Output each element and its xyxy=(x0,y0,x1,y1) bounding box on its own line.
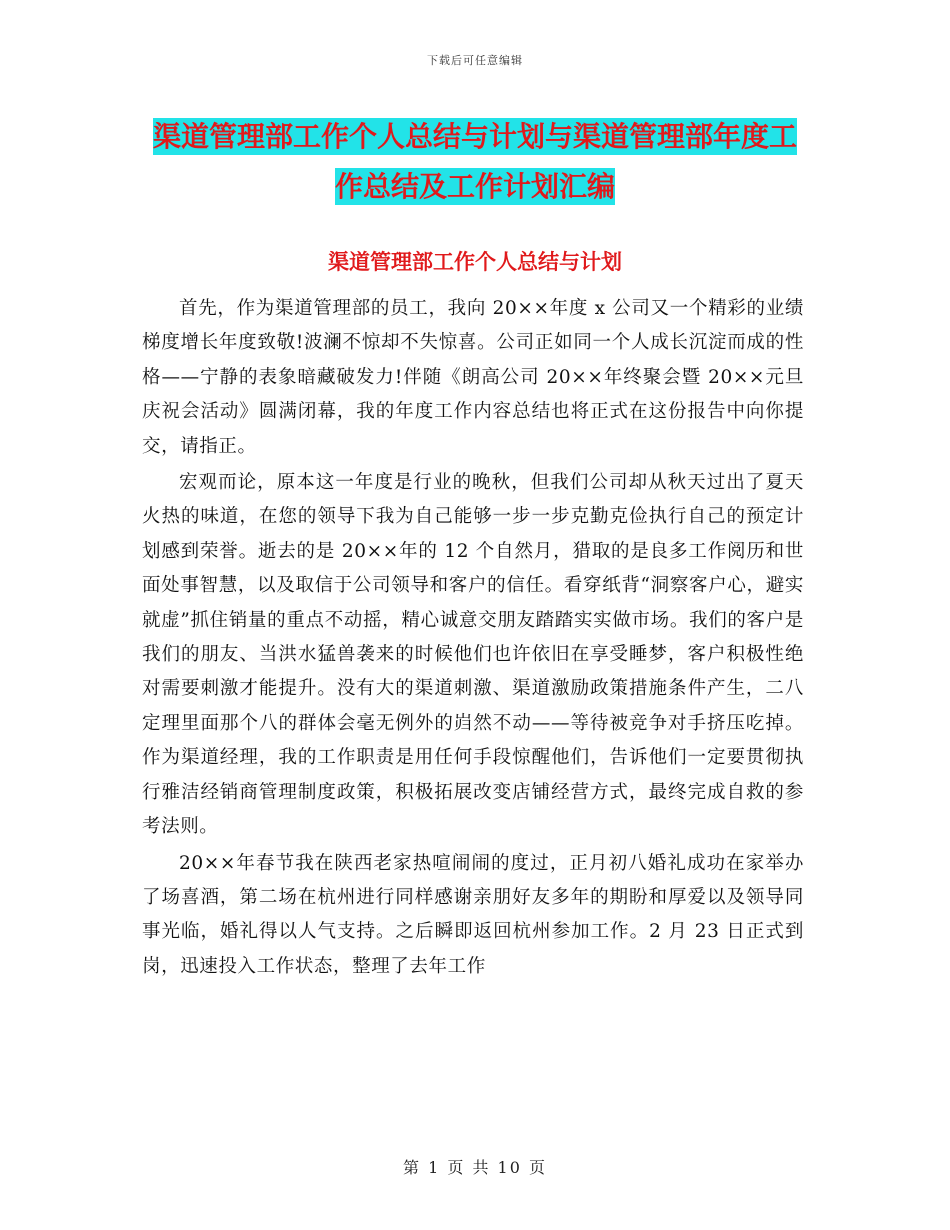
document-title xyxy=(140,112,810,212)
section-title: 渠道管理部工作个人总结与计划 xyxy=(328,250,622,274)
document-title-line-2: 作总结及工作计划汇编 xyxy=(334,170,615,203)
paragraph-3: 20××年春节我在陕西老家热喧闹闹的度过，正月初八婚礼成功在家举办了场喜酒，第二场在杭州进行同样感谢亲朋好友多年的期盼和厚爱以及领导同事光临，婚礼得以人气支持。之后瞬即返回杭州参加工作。2 月 23 日正式到岗，迅速投入工作状态，整理了去年工作 xyxy=(142,852,804,977)
paragraph-2: 宏观而论，原本这一年度是行业的晚秋，但我们公司却从秋天过出了夏天火热的味道，在您的领导下我为自己能够一步一步克勤克俭执行自己的预定计划感到荣誉。逝去的是 20××年的 12 个自然月，猎取的是良多工作阅历和世面处事智慧，以及取信于公司领导和客户的信任。看穿纸背“洞察客户心，避实就虚”抓住销量的重点不动摇，精心诚意交朋友踏踏实实做市场。我们的客户是我们的朋友、当洪水猛兽袭来的时候他们也许依旧在享受睡梦，客户积极性绝对需要刺激才能提升。没有大的渠道刺激、渠道激励政策措施条件产生，二八定理里面那个八的群体会毫无例外的岿然不动——等待被竞争对手挤压吃掉。作为渠道经理，我的工作职责是用任何手段惊醒他们，告诉他们一定要贯彻执行雅洁经销商管理制度政策，积极拓展改变店铺经营方式，最终完成自救的参考法则。 xyxy=(142,472,804,838)
document-title-line-1: 渠道管理部工作个人总结与计划与渠道管理部年度工 xyxy=(152,120,797,153)
header-note: 下载后可任意编辑 xyxy=(427,54,523,67)
paragraph-1: 首先，作为渠道管理部的员工，我向 20××年度 x 公司又一个精彩的业绩梯度增长年度致敬!波澜不惊却不失惊喜。公司正如同一个人成长沉淀而成的性格——宁静的表象暗藏破发力!伴随《朗高公司 20××年终聚会暨 20××元旦庆祝会活动》圆满闭幕，我的年度工作内容总结也将正式在这份报告中向你提交，请指正。 xyxy=(142,298,804,457)
body-text xyxy=(142,292,804,986)
page-footer: 第 1 页 共 10 页 xyxy=(403,1158,547,1177)
